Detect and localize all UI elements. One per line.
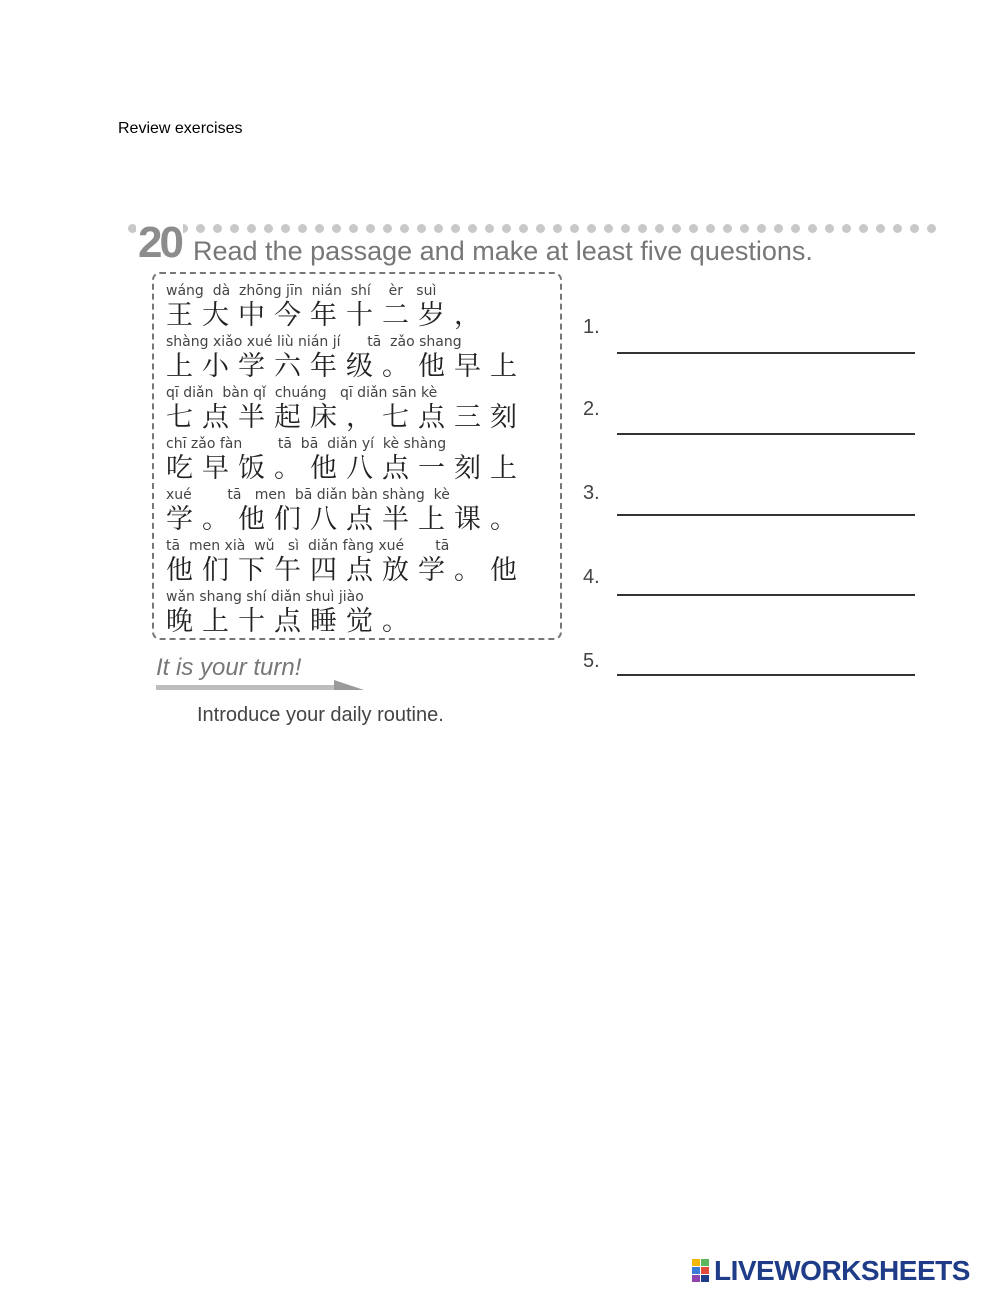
divider-dot (774, 224, 783, 233)
question-item (583, 650, 923, 690)
pinyin-text: qī diǎn bàn qǐ chuáng qī diǎn sān kè (166, 385, 438, 401)
divider-dot (859, 224, 868, 233)
divider-dot (502, 224, 511, 233)
exercise-instruction: Read the passage and make at least five questions. (193, 234, 819, 268)
hanzi-text: 他们下午四点放学。他 (166, 555, 526, 586)
question-number: 5. (583, 650, 600, 672)
divider-dot (689, 224, 698, 233)
divider-dot (706, 224, 715, 233)
divider-dot (247, 224, 256, 233)
divider-dot (825, 224, 834, 233)
liveworksheets-logo (692, 1256, 970, 1286)
passage-line (166, 435, 562, 485)
divider-dot (672, 224, 681, 233)
divider-dot (791, 224, 800, 233)
divider-dot (808, 224, 817, 233)
hanzi-text: 学。他们八点半上课。 (166, 504, 526, 535)
pinyin-text: xué tā men bā diǎn bàn shàng kè (166, 487, 450, 503)
question-item (583, 398, 923, 438)
divider-dot (842, 224, 851, 233)
divider-dot (366, 224, 375, 233)
your-turn-prompt: Introduce your daily routine. (197, 704, 444, 726)
question-number: 2. (583, 398, 600, 420)
answer-field[interactable] (617, 594, 915, 596)
divider-dot (213, 224, 222, 233)
pinyin-text: wǎn shang shí diǎn shuì jiào (166, 589, 364, 605)
pinyin-text: shàng xiǎo xué liù nián jí tā zǎo shang (166, 334, 462, 350)
divider-dot (910, 224, 919, 233)
passage-line (166, 588, 562, 638)
divider-dot (468, 224, 477, 233)
divider-dot (434, 224, 443, 233)
divider-dot (553, 224, 562, 233)
divider-dot (230, 224, 239, 233)
pinyin-text: chī zǎo fàn tā bā diǎn yí kè shàng (166, 436, 447, 452)
divider-dot (757, 224, 766, 233)
your-turn-heading: It is your turn! (156, 654, 302, 681)
hanzi-text: 吃早饭。他八点一刻上 (166, 453, 526, 484)
divider-dot (383, 224, 392, 233)
exercise-number: 20 (138, 218, 181, 267)
passage-line (166, 282, 562, 332)
passage-line (166, 486, 562, 536)
passage-line (166, 537, 562, 587)
question-item (583, 566, 923, 606)
passage-box (152, 272, 562, 640)
question-item (583, 316, 923, 356)
hanzi-text: 王大中今年十二岁， (166, 300, 490, 331)
page-title: Review exercises (118, 120, 243, 137)
arrow-icon (156, 680, 364, 692)
divider-dot (400, 224, 409, 233)
question-number: 4. (583, 566, 600, 588)
hanzi-text: 晚上十点睡觉。 (166, 606, 418, 637)
pinyin-text: wáng dà zhōng jīn nián shí èr suì (166, 283, 437, 299)
question-number: 3. (583, 482, 600, 504)
liveworksheets-mark-icon (692, 1259, 710, 1283)
answer-field[interactable] (617, 674, 915, 676)
answer-field[interactable] (617, 352, 915, 354)
divider-dot (196, 224, 205, 233)
hanzi-text: 上小学六年级。他早上 (166, 351, 526, 382)
divider-dot (876, 224, 885, 233)
answer-field[interactable] (617, 433, 915, 435)
question-number: 1. (583, 316, 600, 338)
divider-dot (655, 224, 664, 233)
divider-dot (604, 224, 613, 233)
pinyin-text: tā men xià wǔ sì diǎn fàng xué tā (166, 538, 450, 554)
divider-dot (485, 224, 494, 233)
answer-field[interactable] (617, 514, 915, 516)
divider-dot (570, 224, 579, 233)
divider-dot (723, 224, 732, 233)
question-item (583, 482, 923, 522)
divider-dot (740, 224, 749, 233)
divider-dot (417, 224, 426, 233)
divider-dot (621, 224, 630, 233)
divider-dot (349, 224, 358, 233)
divider-dot (332, 224, 341, 233)
divider-dot (587, 224, 596, 233)
divider-dot (927, 224, 936, 233)
divider-dot (519, 224, 528, 233)
divider-dot (536, 224, 545, 233)
passage-line (166, 384, 562, 434)
divider-dot (893, 224, 902, 233)
divider-dot (298, 224, 307, 233)
divider-dot (638, 224, 647, 233)
logo-text: LIVEWORKSHEETS (714, 1255, 970, 1286)
divider-dot (264, 224, 273, 233)
passage-line (166, 333, 562, 383)
divider-dot (451, 224, 460, 233)
hanzi-text: 七点半起床，七点三刻 (166, 402, 526, 433)
divider-dot (281, 224, 290, 233)
divider-dot (315, 224, 324, 233)
